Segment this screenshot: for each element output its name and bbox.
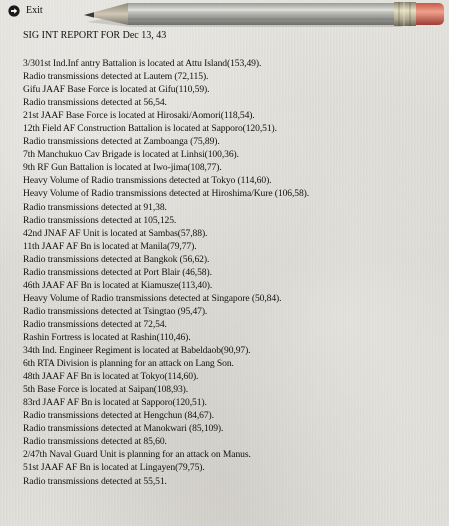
report-line: Heavy Volume of Radio transmissions detected at Singapore (50,84). — [23, 292, 282, 304]
report-line: 7th Manchukuo Cav Brigade is located at Linhsi(100,36). — [23, 149, 239, 161]
report-line: Heavy Volume of Radio transmissions detected at Hiroshima/Kure (106,58). — [23, 188, 310, 200]
report-line: Radio transmissions detected at Manokwari (85,109). — [23, 423, 224, 435]
arrow-right-circle-icon — [8, 4, 20, 16]
exit-button[interactable] — [8, 3, 43, 17]
report-line: 6th RTA Division is planning for an attack on Lang Son. — [23, 358, 234, 370]
report-line: Radio transmissions detected at Bangkok (56,62). — [23, 253, 210, 265]
report-line: 48th JAAF AF Bn is located at Tokyo(114,60). — [23, 371, 199, 383]
report-line: Heavy Volume of Radio transmissions detected at Tokyo (114,60). — [23, 175, 272, 187]
report-line: 21st JAAF Base Force is located at Hirosaki/Aomori(118,54). — [23, 110, 255, 122]
report-line: 12th Field AF Construction Battalion is located at Sapporo(120,51). — [23, 123, 277, 135]
pencil-icon — [82, 0, 449, 30]
report-line: 2/47th Naval Guard Unit is planning for an attack on Manus. — [23, 449, 251, 461]
report-lines-list — [23, 57, 309, 488]
report-title: SIG INT REPORT FOR Dec 13, 43 — [23, 30, 167, 41]
report-line: Radio transmissions detected at 105,125. — [23, 214, 177, 226]
report-line: Radio transmissions detected at Lautem (72,115). — [23, 71, 209, 83]
report-line: Radio transmissions detected at 56,54. — [23, 97, 167, 109]
report-line: 34th Ind. Engineer Regiment is located at Babeldaob(90,97). — [23, 345, 251, 357]
report-line: Radio transmissions detected at Tsingtao (95,47). — [23, 305, 208, 317]
report-line: 83rd JAAF AF Bn is located at Sapporo(120,51). — [23, 397, 207, 409]
report-line: 51st JAAF AF Bn is located at Lingayen(79,75). — [23, 462, 205, 474]
report-line: Radio transmissions detected at Port Blair (46,58). — [23, 266, 212, 278]
report-line: 46th JAAF AF Bn is located at Kiamusze(113,40). — [23, 279, 213, 291]
report-line: 3/301st Ind.Inf antry Battalion is located at Attu Island(153,49). — [23, 58, 262, 69]
report-line: 11th JAAF AF Bn is located at Manila(79,77). — [23, 240, 197, 252]
report-line: Gifu JAAF Base Force is located at Gifu(110,59). — [23, 84, 210, 96]
report-line: 5th Base Force is located at Saipan(108,93). — [23, 384, 189, 396]
report-line: 42nd JNAF AF Unit is located at Sambas(57,88). — [23, 227, 208, 239]
report-line: Radio transmissions detected at 91,38. — [23, 201, 167, 213]
report-line: Radio transmissions detected at Zamboanga (75,89). — [23, 136, 220, 148]
report-line: 9th RF Gun Battalion is located at Iwo-jima(108,77). — [23, 162, 222, 174]
report-line: Radio transmissions detected at Hengchun (84,67). — [23, 410, 214, 422]
report-line: Radio transmissions detected at 72,54. — [23, 318, 167, 330]
exit-label: Exit — [26, 4, 43, 16]
report-line: Radio transmissions detected at 85,60. — [23, 436, 167, 448]
report-line: Rashin Fortress is located at Rashin(110,46). — [23, 331, 191, 343]
report-line: Radio transmissions detected at 55,51. — [23, 475, 167, 487]
